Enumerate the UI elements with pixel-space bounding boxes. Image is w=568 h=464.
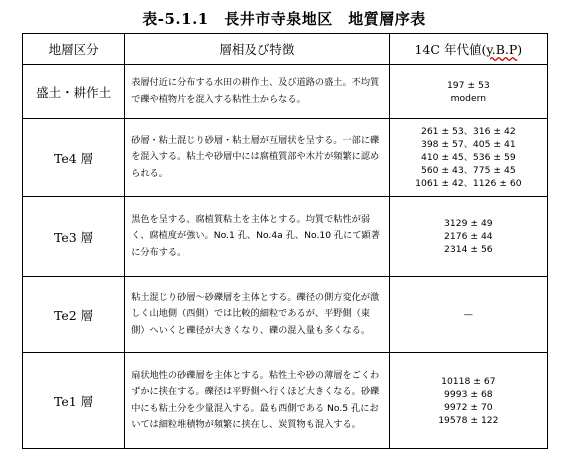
age-value: 3129 ± 49	[444, 218, 493, 229]
age-value: 261 ± 53、316 ± 42	[420, 126, 516, 137]
header-layer: 地層区分	[23, 34, 125, 65]
age-value: 10118 ± 67	[441, 375, 496, 387]
layer-description: 砂層・粘土混じり砂層・粘土層が互層状を呈する。一部に礫を混入する。粘土や砂層中には腐植質部や木片が頻繁に認められる。	[125, 119, 390, 197]
age-value: 560 ± 43、775 ± 45	[420, 165, 516, 176]
header-age-suffix: )	[517, 42, 523, 57]
age-value: modern	[450, 92, 487, 104]
table-row	[23, 277, 548, 353]
age-value: 398 ± 57、405 ± 41	[420, 139, 516, 150]
age-value: 197 ± 53	[446, 79, 490, 91]
layer-description: 表層付近に分布する水田の耕作土、及び道路の盛土。不均質で礫や植物片を混入する粘性土からなる。	[125, 65, 390, 119]
stratigraphy-table	[22, 33, 548, 449]
age-value: 19578 ± 122	[438, 414, 499, 426]
table-row	[23, 65, 548, 119]
age-value: —	[463, 309, 473, 320]
age-values	[389, 277, 547, 353]
header-features: 層相及び特徴	[125, 34, 390, 65]
age-values	[389, 353, 547, 449]
table-title: 表-5.1.1 長井市寺泉地区 地質層序表	[142, 10, 426, 28]
layer-name: Te4 層	[23, 119, 125, 197]
layer-name: Te3 層	[23, 197, 125, 277]
header-age	[389, 34, 547, 65]
age-values	[389, 197, 547, 277]
age-value: 410 ± 45、536 ± 59	[420, 152, 516, 163]
layer-description: 粘土混じり砂層〜砂礫層を主体とする。礫径の側方変化が激しく山地側（西側）では比較的細粒であるが、平野側（東側）へいくと礫径が大きくなり、礫の混入量も多くなる。	[125, 277, 390, 353]
age-values	[389, 65, 547, 119]
age-values	[389, 119, 547, 197]
age-value: 9993 ± 68	[444, 388, 493, 400]
age-value: 1061 ± 42、1126 ± 60	[415, 178, 522, 189]
layer-description: 扇状地性の砂礫層を主体とする。粘性土や砂の薄層をごくわずかに挟在する。礫径は平野側へ行くほど大きくなる。砂礫中にも粘土分を少量混入する。最も西側である No.5 孔においては細粒堆積物が頻繁に挟在し、炭質物も混入する。	[125, 353, 390, 449]
header-age-prefix: 14C 年代値(	[414, 42, 487, 57]
table-row	[23, 353, 548, 449]
layer-description: 黒色を呈する、腐植質粘土を主体とする。均質で粘性が弱く、腐植度が強い。No.1 孔、No.4a 孔、No.10 孔にて顕著に分布する。	[125, 197, 390, 277]
layer-name: 盛土・耕作土	[23, 65, 125, 119]
table-row	[23, 119, 548, 197]
table-row	[23, 197, 548, 277]
age-value: 2314 ± 56	[444, 244, 493, 255]
header-row	[23, 34, 548, 65]
layer-name: Te2 層	[23, 277, 125, 353]
age-value: 2176 ± 44	[444, 231, 493, 242]
layer-name: Te1 層	[23, 353, 125, 449]
age-value: 9972 ± 70	[444, 401, 493, 413]
header-age-unit: y.B.P	[486, 42, 518, 57]
